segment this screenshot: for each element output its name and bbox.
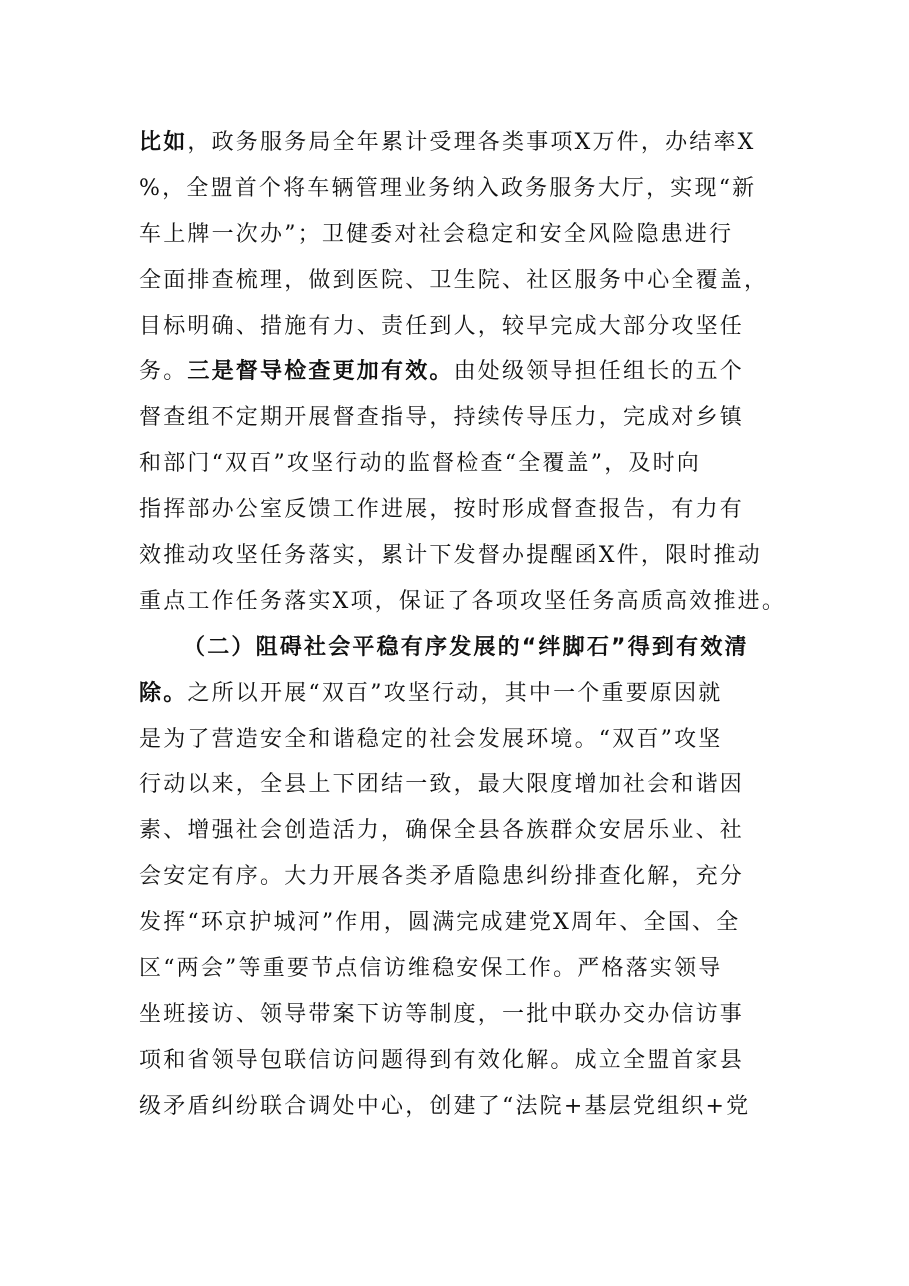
line-text: 发挥“环京护城河”作用，圆满完成建党X周年、全国、全 [139, 910, 741, 936]
text-line-7 [139, 395, 779, 441]
line-text: 效推动攻坚任务落实，累计下发督办提醒函X件，限时推动 [139, 543, 762, 569]
text-line-5 [139, 304, 779, 350]
text-line-13 [139, 671, 779, 717]
line-text: 由处级领导担任组长的五个 [453, 359, 745, 385]
text-line-8 [139, 441, 779, 487]
text-line-10 [139, 533, 779, 579]
bold-heading: （二）阻碍社会平稳有序发展的“绊脚石”得到有效清 [183, 634, 749, 660]
line-text: 坐班接访、领导带案下访等制度，一批中联办交办信访事 [139, 1001, 745, 1027]
line-text: 区“两会”等重要节点信访维稳安保工作。严格落实领导 [139, 956, 723, 982]
text-line-15 [139, 762, 779, 808]
text-line-19 [139, 946, 779, 992]
line-text: 重点工作任务落实X项，保证了各项攻坚任务高质高效推进。 [139, 588, 787, 614]
line-text: 项和省领导包联信访问题得到有效化解。成立全盟首家县 [139, 1047, 745, 1073]
line-text: ，政务服务局全年累计受理各类事项X万件，办结率X [187, 130, 756, 155]
line-text: 之所以开展“双百”攻坚行动，其中一个重要原因就 [187, 680, 723, 706]
line-text: 会安定有序。大力开展各类矛盾隐患纠纷排查化解，充分 [139, 864, 745, 890]
line-text: 行动以来，全县上下团结一致，最大限度增加社会和谐因 [139, 772, 745, 798]
line-text: 和部门“双百”攻坚行动的监督检查“全覆盖”，及时向 [139, 451, 701, 477]
section-heading-2 [139, 625, 779, 671]
line-pre: 务。 [139, 359, 188, 385]
line-text: 督查组不定期开展督查指导，持续传导压力，完成对乡镇 [139, 405, 745, 431]
text-line-16 [139, 808, 779, 854]
line-text: %，全盟首个将车辆管理业务纳入政务服务大厅，实现“新 [139, 175, 757, 201]
text-line-14 [139, 717, 779, 763]
text-line-11 [139, 579, 787, 625]
text-line-4 [139, 258, 779, 304]
line-text: 全面排查梳理，做到医院、卫生院、社区服务中心全覆盖， [139, 267, 769, 293]
line-text: 级矛盾纠纷联合调处中心，创建了“法院+基层党组织+党 [139, 1093, 751, 1119]
text-line-18 [139, 900, 779, 946]
body-text [139, 120, 787, 1130]
line-text: 目标明确、措施有力、责任到人，较早完成大部分攻坚任 [139, 313, 745, 339]
bold-heading-3: 三是督导检查更加有效。 [187, 359, 454, 385]
text-line-9 [139, 487, 779, 533]
line-text: 是为了营造安全和谐稳定的社会发展环境。“双百”攻坚 [139, 726, 723, 752]
text-line-20 [139, 992, 779, 1038]
text-line-21 [139, 1038, 779, 1084]
text-line-22 [139, 1084, 779, 1130]
text-line-17 [139, 854, 779, 900]
text-line-1 [139, 120, 779, 166]
text-line-3 [139, 212, 779, 258]
line-text: 车上牌一次办”；卫健委对社会稳定和安全风险隐患进行 [139, 221, 734, 247]
line-text: 素、增强社会创造活力，确保全县各族群众安居乐业、社 [139, 818, 745, 844]
text-line-6 [139, 349, 779, 395]
line-text: 指挥部办公室反馈工作进展，按时形成督查报告，有力有 [139, 497, 745, 523]
bold-heading-end: 除。 [139, 680, 188, 706]
bold-lead: 比如 [139, 130, 188, 155]
text-line-2 [139, 166, 779, 212]
